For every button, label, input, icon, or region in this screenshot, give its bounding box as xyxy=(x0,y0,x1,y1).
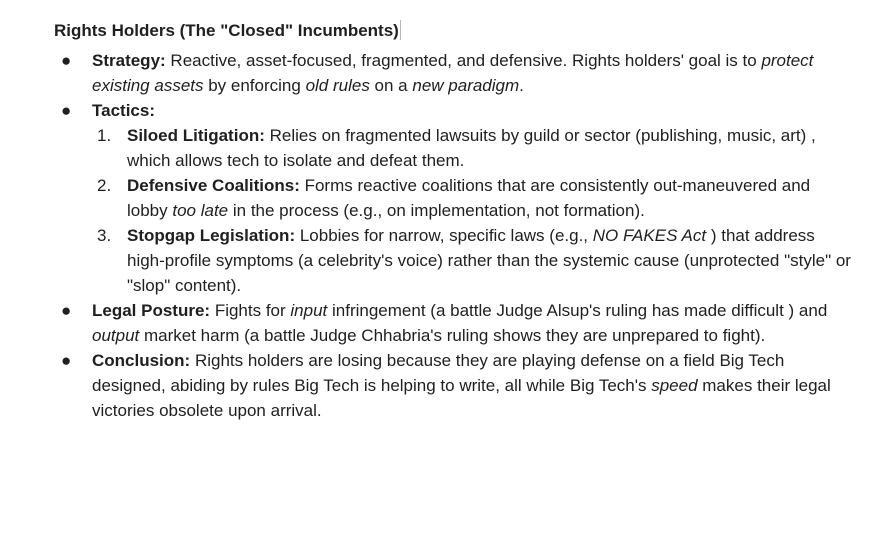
conclusion-label: Conclusion: xyxy=(92,351,191,370)
strategy-text: by enforcing xyxy=(203,76,306,95)
tactic-text: ) that address high-profile symptoms (a celebrity's voice) rather than the systemic cause (unprotected "style" or "slop" content). xyxy=(127,226,851,295)
strategy-text: on a xyxy=(369,76,413,95)
bullet-item-strategy xyxy=(54,48,854,98)
document-body[interactable] xyxy=(54,18,854,423)
bullet-item-conclusion xyxy=(54,348,854,423)
tactic-emphasis: NO FAKES Act xyxy=(592,226,707,245)
strategy-text: . xyxy=(519,76,524,95)
tactic-label: Siloed Litigation: xyxy=(127,126,265,145)
list-number: 2. xyxy=(97,176,112,195)
legal-label: Legal Posture: xyxy=(92,301,211,320)
tactic-label: Stopgap Legislation: xyxy=(127,226,296,245)
legal-text: infringement (a battle Judge Alsup's ruling has made difficult ) and xyxy=(327,301,828,320)
tactic-text: Relies on fragmented lawsuits by guild or sector (publishing, music, art) , which allows tech to isolate and defeat them. xyxy=(127,126,816,170)
list-number: 1. xyxy=(97,126,112,145)
conclusion-emphasis: speed xyxy=(651,376,698,395)
strategy-label: Strategy: xyxy=(92,51,166,70)
bullet-icon: ● xyxy=(61,51,72,70)
strategy-text: Reactive, asset-focused, fragmented, and defensive. Rights holders' goal is to xyxy=(165,51,762,70)
tactic-text: Forms reactive coalitions that are consistently out-maneuvered and lobby xyxy=(127,176,811,220)
tactics-list xyxy=(92,123,854,298)
bullet-icon: ● xyxy=(61,301,72,320)
strategy-emphasis: protect existing assets xyxy=(92,51,814,95)
bullet-item-legal-posture xyxy=(54,298,854,348)
list-number: 3. xyxy=(97,226,112,245)
tactic-text: Lobbies for narrow, specific laws (e.g., xyxy=(295,226,593,245)
bullet-icon: ● xyxy=(61,351,72,370)
tactic-item-stopgap-legislation xyxy=(92,223,854,298)
tactic-text: in the process (e.g., on implementation, not formation). xyxy=(228,201,645,220)
tactic-label: Defensive Coalitions: xyxy=(127,176,300,195)
bullet-list xyxy=(54,48,854,423)
legal-text: Fights for xyxy=(210,301,291,320)
strategy-emphasis: new paradigm xyxy=(412,76,520,95)
legal-emphasis: input xyxy=(290,301,328,320)
tactic-item-siloed-litigation xyxy=(92,123,854,173)
heading-text: Rights Holders (The "Closed" Incumbents) xyxy=(54,21,399,40)
legal-emphasis: output xyxy=(92,326,140,345)
tactic-item-defensive-coalitions xyxy=(92,173,854,223)
text-cursor xyxy=(400,20,401,40)
tactics-label: Tactics: xyxy=(92,101,155,120)
section-heading xyxy=(54,18,854,44)
bullet-item-tactics xyxy=(54,98,854,298)
conclusion-text: Rights holders are losing because they are playing defense on a field Big Tech designed, abiding by rules Big Tech is helping to write, all while Big Tech's xyxy=(92,351,785,395)
bullet-icon: ● xyxy=(61,101,72,120)
legal-text: market harm (a battle Judge Chhabria's ruling shows they are unprepared to fight). xyxy=(139,326,766,345)
conclusion-text: makes their legal victories obsolete upon arrival. xyxy=(92,376,831,420)
tactic-emphasis: too late xyxy=(172,201,229,220)
strategy-emphasis: old rules xyxy=(305,76,370,95)
